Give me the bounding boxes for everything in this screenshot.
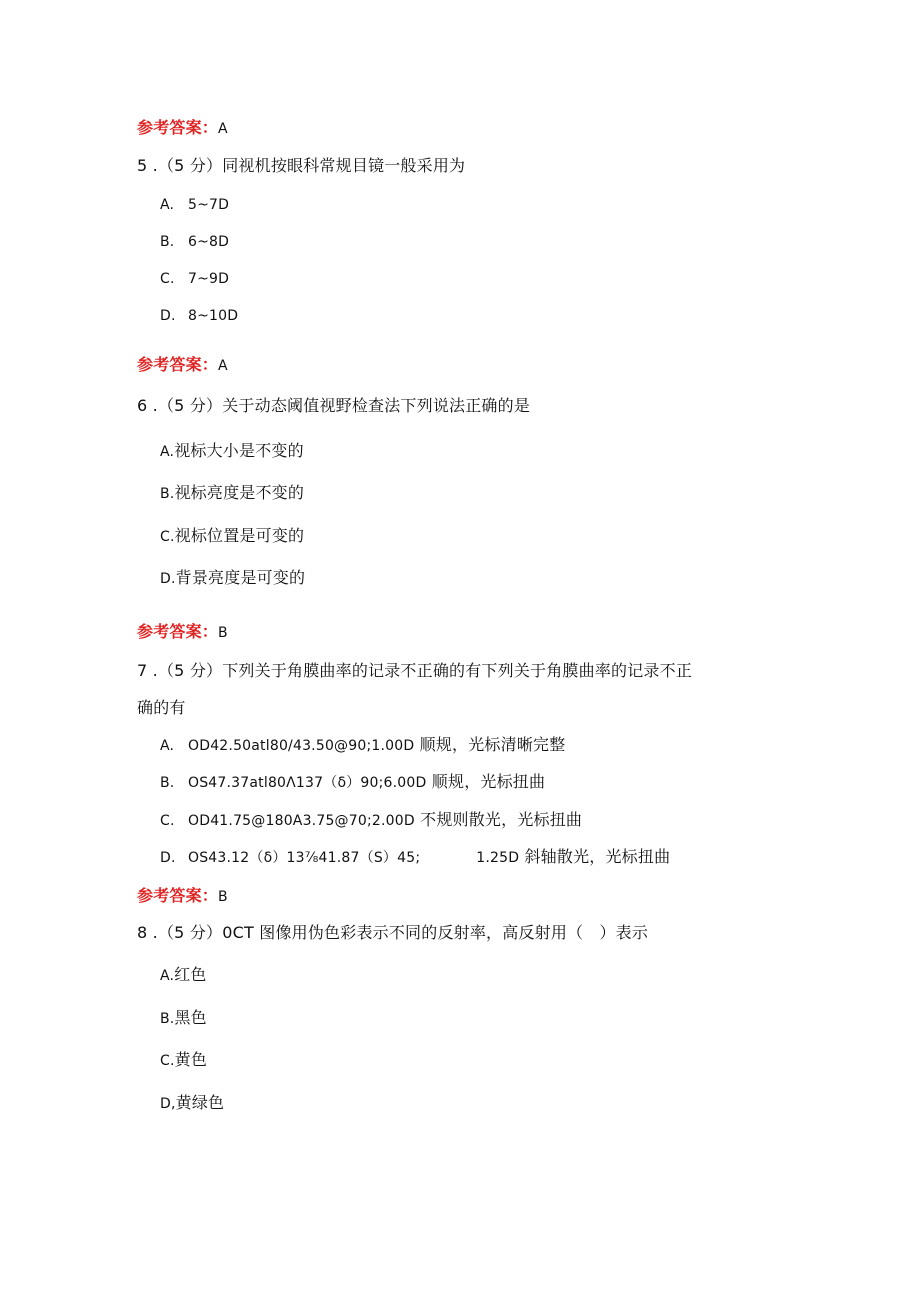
answer-line-prev bbox=[137, 117, 228, 140]
question-7 bbox=[137, 660, 692, 682]
q8-option-a[interactable] bbox=[160, 964, 207, 987]
question-number: 6 bbox=[137, 396, 148, 415]
option-letter: A. bbox=[160, 444, 175, 460]
option-letter: B. bbox=[160, 234, 175, 250]
option-code: OD42.50atl80/43.50@90;1.00D bbox=[188, 738, 415, 754]
option-letter: B. bbox=[160, 775, 175, 791]
option-letter: D. bbox=[160, 308, 176, 324]
option-code: OD41.75@180A3.75@70;2.00D bbox=[188, 813, 415, 829]
option-letter: C. bbox=[160, 271, 175, 287]
option-text: 视标亮度是不变的 bbox=[174, 483, 305, 502]
question-score: .（5 分） bbox=[147, 923, 223, 942]
option-code-2: 1.25D bbox=[476, 850, 520, 866]
question-7-continued bbox=[137, 697, 186, 719]
option-text: 黄色 bbox=[174, 1050, 208, 1069]
option-letter: C. bbox=[160, 529, 175, 545]
option-letter: D. bbox=[160, 571, 176, 587]
q7-option-c[interactable] bbox=[160, 809, 582, 832]
answer-line-q7 bbox=[137, 885, 228, 908]
answer-label: 参考答案： bbox=[137, 118, 219, 137]
q5-option-d[interactable] bbox=[160, 304, 238, 327]
option-code: OS47.37atl80Λ137（δ）90;6.00D bbox=[188, 775, 427, 791]
option-text: 顺规，光标清晰完整 bbox=[414, 735, 566, 754]
question-8 bbox=[137, 922, 648, 944]
question-text: 图像用伪色彩表示不同的反射率，高反射用（ ）表示 bbox=[253, 923, 649, 942]
option-text: 6~8D bbox=[188, 234, 230, 250]
option-letter: D, bbox=[160, 1096, 176, 1112]
option-letter: A. bbox=[160, 197, 175, 213]
option-text: 背景亮度是可变的 bbox=[175, 568, 306, 587]
q7-option-b[interactable] bbox=[160, 771, 545, 794]
option-text: 红色 bbox=[174, 965, 207, 984]
q5-option-c[interactable] bbox=[160, 267, 229, 290]
option-text: 视标位置是可变的 bbox=[174, 526, 305, 545]
option-text: 视标大小是不变的 bbox=[174, 441, 304, 460]
option-letter: B. bbox=[160, 486, 175, 502]
question-6 bbox=[137, 395, 530, 417]
option-letter: A. bbox=[160, 738, 175, 754]
q7-option-a[interactable] bbox=[160, 734, 565, 757]
q8-option-b[interactable] bbox=[160, 1007, 207, 1030]
option-letter: D. bbox=[160, 850, 176, 866]
option-text: 5~7D bbox=[188, 197, 230, 213]
option-text: 顺规，光标扭曲 bbox=[426, 772, 546, 791]
q5-option-b[interactable] bbox=[160, 230, 229, 253]
option-code: OS43.12（δ）13⅞41.87（S）45; bbox=[188, 850, 421, 866]
option-letter: C. bbox=[160, 1053, 175, 1069]
question-text: 下列关于角膜曲率的记录不正确的有下列关于角膜曲率的记录不正 bbox=[222, 661, 693, 680]
answer-value: A bbox=[218, 121, 228, 137]
question-number: 8 bbox=[137, 923, 148, 942]
answer-value: B bbox=[218, 889, 228, 905]
q6-option-c[interactable] bbox=[160, 525, 304, 548]
option-text: 斜轴散光，光标扭曲 bbox=[519, 847, 671, 866]
q6-option-b[interactable] bbox=[160, 482, 304, 505]
question-text: 确的有 bbox=[137, 698, 186, 717]
answer-line-q5 bbox=[137, 354, 228, 377]
option-text: 7~9D bbox=[188, 271, 230, 287]
answer-label: 参考答案： bbox=[137, 622, 219, 641]
answer-value: A bbox=[218, 358, 228, 374]
q6-option-d[interactable] bbox=[160, 567, 305, 590]
option-text: 不规则散光，光标扭曲 bbox=[414, 810, 583, 829]
question-text: 同视机按眼科常规目镜一般采用为 bbox=[222, 156, 466, 175]
q6-option-a[interactable] bbox=[160, 440, 304, 463]
question-prefix: 0CT bbox=[222, 923, 254, 942]
q7-option-d[interactable] bbox=[160, 846, 670, 869]
question-text: 关于动态阈值视野检查法下列说法正确的是 bbox=[222, 396, 531, 415]
question-number: 5 bbox=[137, 156, 148, 175]
answer-line-q6 bbox=[137, 621, 228, 644]
question-score: .（5 分） bbox=[147, 396, 223, 415]
question-score: .（5 分） bbox=[147, 661, 223, 680]
option-text: 黄绿色 bbox=[175, 1093, 225, 1112]
question-5 bbox=[137, 155, 465, 177]
answer-value: B bbox=[218, 625, 228, 641]
option-letter: A. bbox=[160, 968, 175, 984]
answer-label: 参考答案： bbox=[137, 355, 219, 374]
q5-option-a[interactable] bbox=[160, 193, 229, 216]
option-text: 8~10D bbox=[188, 308, 239, 324]
answer-label: 参考答案： bbox=[137, 886, 219, 905]
q8-option-c[interactable] bbox=[160, 1049, 207, 1072]
option-letter: C. bbox=[160, 813, 175, 829]
q8-option-d[interactable] bbox=[160, 1092, 224, 1115]
question-number: 7 bbox=[137, 661, 148, 680]
question-score: .（5 分） bbox=[147, 156, 223, 175]
option-text: 黑色 bbox=[174, 1008, 207, 1027]
option-letter: B. bbox=[160, 1011, 175, 1027]
